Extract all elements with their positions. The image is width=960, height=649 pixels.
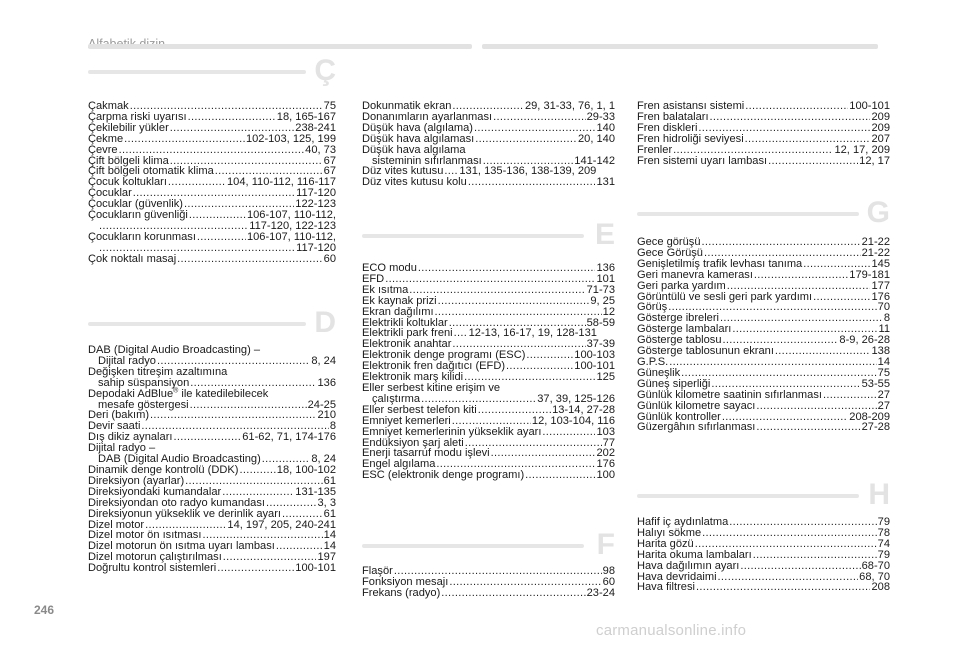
index-entry	[362, 427, 615, 438]
dot-leader	[710, 112, 871, 123]
dot-leader	[491, 448, 596, 459]
entry-term: EFD	[362, 272, 385, 285]
entry-term: Çocukların korunması	[88, 230, 196, 243]
index-entry	[362, 145, 615, 156]
entry-pages: 100-101	[295, 562, 336, 575]
dot-leader	[475, 134, 577, 145]
section-header-c	[88, 56, 336, 96]
dot-leader	[452, 416, 531, 427]
section-letter: D	[314, 306, 336, 339]
entry-pages: 238-241	[295, 121, 336, 134]
section-header-e	[362, 220, 615, 260]
dot-leader	[813, 292, 870, 303]
index-list-d	[88, 345, 336, 574]
entry-pages: 70	[877, 301, 890, 314]
index-entry	[362, 263, 615, 274]
dot-leader	[740, 561, 860, 572]
dot-leader	[239, 465, 275, 476]
entry-term: Çift bölgeli klima	[88, 154, 169, 167]
entry-term: DAB (Digital Audio Broadcasting) –	[88, 344, 261, 356]
entry-pages: 106-107, 110-112,	[246, 209, 336, 222]
dot-leader	[756, 401, 876, 412]
entry-term: Çocuk koltukları	[88, 176, 167, 189]
index-entry	[88, 145, 336, 156]
entry-pages: 75	[323, 100, 336, 112]
entry-term: Elektronik denge programı (ESC)	[362, 349, 526, 362]
entry-term: Günlük kilometre saatinin sıfırlanması	[637, 388, 822, 401]
entry-pages: 8, 24	[311, 354, 336, 367]
entry-pages: 9, 25	[590, 294, 615, 307]
entry-term: Hava filtresi	[637, 581, 695, 594]
entry-pages: 71-73	[586, 283, 615, 296]
section-header-f	[362, 530, 615, 570]
index-entry	[637, 134, 890, 145]
entry-term: Günlük kontroller	[637, 410, 721, 423]
index-entry	[637, 270, 890, 281]
entry-pages: 20, 140	[577, 132, 615, 145]
entry-pages: 14	[877, 355, 890, 368]
entry-pages: 100	[596, 469, 615, 482]
entry-term: DAB (Digital Audio Broadcasting)	[98, 453, 261, 466]
entry-pages: 29, 31-33, 76, 1, 1	[524, 100, 615, 112]
dot-leader	[681, 368, 876, 379]
dot-leader	[542, 427, 595, 438]
dot-leader	[168, 177, 226, 188]
entry-term: Dinamik denge kontrolü (DDK)	[88, 463, 239, 476]
index-list-g	[637, 237, 890, 433]
entry-term: Harita gözü	[637, 537, 694, 550]
entry-pages: 61	[323, 474, 336, 487]
index-entry	[362, 470, 615, 481]
entry-pages: 37, 39, 125-126	[537, 392, 615, 405]
index-entry	[88, 563, 336, 574]
index-entry	[637, 292, 890, 303]
entry-term: Geri manevra kamerası	[637, 268, 753, 281]
entry-term: Geri parka yardım	[637, 279, 726, 292]
dot-leader	[754, 270, 848, 281]
entry-pages: 131	[596, 176, 615, 189]
entry-pages: 179-181	[849, 268, 890, 281]
entry-pages: 29-33	[586, 110, 615, 123]
entry-term: Deri (bakım)	[88, 409, 150, 422]
entry-pages: 176	[871, 290, 890, 303]
entry-term: Güneş siperliği	[637, 377, 711, 390]
entry-term: Elektronik fren dağıtıcı (EFD)	[362, 360, 506, 373]
dot-leader	[702, 237, 861, 248]
entry-pages: 131, 135-136, 138-139, 209	[459, 165, 597, 178]
entry-term: Devir saati	[88, 420, 141, 433]
dot-leader	[823, 390, 877, 401]
entry-pages: 136	[596, 262, 615, 274]
entry-pages: 100-101	[574, 360, 615, 373]
entry-term: ECO modu	[362, 262, 417, 274]
dot-leader	[418, 263, 596, 274]
dot-leader	[745, 101, 848, 112]
index-entry	[88, 386, 336, 400]
entry-term: Çift bölgeli otomatik klima	[88, 165, 214, 178]
entry-term: Elektrikli park freni	[362, 327, 453, 340]
entry-term: Elektronik anahtar	[362, 338, 452, 351]
entry-term: Fren diskleri	[637, 121, 698, 134]
index-entry	[637, 145, 890, 156]
entry-term: Dış dikiz aynaları	[88, 431, 173, 444]
entry-term: Hava dağılımın ayarı	[637, 559, 740, 572]
entry-pages: 14	[323, 540, 336, 553]
dot-leader	[720, 313, 883, 324]
entry-term: Gösterge ibreleri	[637, 312, 720, 325]
entry-pages: 8, 24	[311, 453, 336, 466]
entry-pages: 75	[877, 366, 890, 379]
entry-term: Genişletilmiş trafik levhası tanıma	[637, 257, 803, 270]
entry-pages: 125	[596, 371, 615, 384]
entry-pages: 68, 70	[859, 570, 890, 583]
entry-pages: 104, 110-112, 116-117	[227, 176, 336, 189]
index-entry	[637, 156, 890, 167]
entry-pages: 11	[878, 323, 890, 336]
dot-leader	[276, 541, 323, 552]
entry-pages: 208	[871, 581, 890, 594]
dot-leader	[217, 563, 294, 574]
entry-pages: 13-14, 27-28	[552, 403, 615, 416]
entry-pages: 79	[877, 516, 890, 528]
entry-term: Enerji tasarruf modu işlevi	[362, 447, 490, 460]
dot-leader	[525, 470, 595, 481]
entry-pages: 138	[871, 345, 890, 358]
entry-term: Gece görüşü	[637, 236, 701, 248]
section-letter: G	[866, 196, 890, 229]
entry-pages: 140	[596, 121, 615, 134]
index-list-h	[637, 517, 890, 593]
entry-pages: 61-62, 71, 174-176	[242, 431, 336, 444]
dot-leader	[190, 400, 307, 411]
entry-pages: 197	[317, 551, 336, 564]
entry-term: Çekilebilir yükler	[88, 121, 169, 134]
entry-pages: 102-103, 125, 199	[245, 132, 336, 145]
index-entry	[637, 281, 890, 292]
index-entry	[362, 588, 615, 599]
entry-term: Güneşlik	[637, 366, 681, 379]
entry-pages: 21-22	[861, 246, 890, 259]
dot-leader	[449, 577, 601, 588]
entry-term: Flaşör	[362, 565, 393, 577]
index-list-e	[362, 263, 615, 481]
entry-term: Dizel motor ön ısıtması	[88, 529, 202, 542]
entry-pages: 103	[596, 425, 615, 438]
dot-leader	[189, 210, 246, 221]
dot-leader	[468, 177, 596, 188]
section-letter: Ç	[314, 54, 336, 87]
entry-pages: 61	[323, 507, 336, 520]
dot-leader	[266, 498, 317, 509]
entry-term: Çakmak	[88, 100, 129, 112]
page-number: 246	[34, 603, 55, 617]
watermark: carmanualsonline.info	[596, 622, 747, 639]
entry-pages: 8-9, 26-28	[839, 334, 890, 347]
entry-pages: 14	[323, 529, 336, 542]
entry-term: Düşük hava (algılama)	[362, 121, 473, 134]
entry-term: Görüş	[637, 301, 668, 314]
entry-pages: 37-39	[586, 338, 615, 351]
dot-leader	[729, 517, 876, 528]
dot-leader	[673, 145, 833, 156]
index-entry	[637, 582, 890, 593]
entry-pages: 207	[871, 132, 890, 145]
dot-leader	[753, 550, 877, 561]
index-entry	[88, 498, 336, 509]
index-entry	[362, 307, 615, 318]
dot-leader	[177, 254, 322, 265]
entry-term: Donanımların ayarlanması	[362, 110, 493, 123]
dot-leader	[438, 296, 590, 307]
entry-term: Dizel motorun çalıştırılması	[88, 551, 222, 564]
entry-pages: 58-59	[586, 316, 615, 329]
index-entry	[88, 134, 336, 145]
registered-mark: ®	[173, 386, 179, 394]
entry-pages: 145	[871, 257, 890, 270]
entry-term: Düşük hava algılama	[362, 143, 466, 156]
entry-term: Frekans (radyo)	[362, 586, 441, 599]
dot-leader	[696, 582, 871, 593]
entry-pages: 12, 17	[859, 154, 890, 167]
entry-term: Fren sistemi uyarı lambası	[637, 154, 768, 167]
index-list-d-continued	[362, 101, 615, 188]
entry-pages: 60	[323, 252, 336, 265]
entry-term: Düşük hava algılaması	[362, 132, 475, 145]
entry-term: Emniyet kemerleri	[362, 414, 451, 427]
index-list-c	[88, 101, 336, 265]
entry-pages: 27	[877, 388, 890, 401]
entry-pages: 53-55	[861, 377, 890, 390]
entry-pages: 208-209	[849, 410, 890, 423]
entry-pages: 117-120	[296, 187, 336, 200]
entry-pages: 117-120	[296, 241, 336, 254]
entry-term: G.P.S.	[637, 355, 669, 368]
dot-leader	[745, 134, 871, 145]
index-entry	[362, 416, 615, 427]
entry-term: Çekme	[88, 132, 124, 145]
entry-pages: 21-22	[861, 236, 890, 248]
entry-pages: 78	[877, 526, 890, 539]
entry-term: Halıyı sökme	[637, 526, 702, 539]
dot-leader	[441, 588, 585, 599]
entry-pages: 67	[323, 154, 336, 167]
dot-leader	[282, 509, 323, 520]
dot-leader	[150, 410, 316, 421]
entry-term: Çocuklar (güvenlik)	[88, 198, 183, 211]
entry-pages: 210	[317, 409, 336, 422]
entry-pages: 117-120, 122-123	[249, 219, 336, 232]
entry-term: Direksiyondan oto radyo kumandası	[88, 496, 265, 509]
entry-pages: 100-103	[574, 349, 615, 362]
dot-leader	[775, 346, 871, 357]
index-entry	[362, 296, 615, 307]
entry-pages: 209	[871, 110, 890, 123]
entry-pages: 122-123	[295, 198, 336, 211]
entry-pages: 12, 17, 209	[834, 143, 890, 156]
entry-term: Ek kaynak prizi	[362, 294, 437, 307]
entry-pages: 136	[317, 376, 336, 389]
dot-leader	[669, 357, 876, 368]
entry-term: Çok noktalı masaj	[88, 252, 177, 265]
index-entry	[88, 509, 336, 520]
entry-term: Direksiyondaki kumandalar	[88, 485, 222, 498]
entry-term: Günlük kilometre sayacı	[637, 399, 756, 412]
entry-term: Elektronik marş kilidi	[362, 371, 464, 384]
dot-leader	[197, 232, 246, 243]
section-header-d	[88, 308, 336, 348]
entry-pages: 23-24	[586, 586, 615, 599]
entry-pages: 40, 73	[305, 143, 336, 156]
entry-term: Dijital radyo	[98, 354, 156, 367]
entry-pages: 101	[596, 272, 615, 285]
entry-term-rest: ile katedilebilecek	[178, 387, 269, 400]
dot-leader	[173, 432, 241, 443]
entry-pages: 131-135	[295, 485, 336, 498]
entry-pages: 79	[877, 548, 890, 561]
entry-pages: 74	[877, 537, 890, 550]
entry-term: Ekran dağılımı	[362, 305, 434, 318]
entry-term: Güzergâhın sıfırlanması	[637, 421, 756, 434]
dot-leader	[493, 112, 586, 123]
entry-term: Gösterge tablosu	[637, 334, 722, 347]
entry-term: Ek ısıtma	[362, 283, 409, 296]
entry-term: sisteminin sıfırlanması	[372, 154, 482, 167]
dot-leader	[188, 112, 276, 123]
dot-leader	[385, 274, 595, 285]
entry-pages: 27-28	[861, 421, 890, 434]
index-entry	[637, 401, 890, 412]
entry-pages: 14, 197, 205, 240-241	[227, 518, 336, 531]
dot-leader	[526, 350, 573, 361]
entry-pages: 176	[596, 458, 615, 471]
index-entry	[637, 422, 890, 433]
entry-term: Çocukların güvenliği	[88, 209, 188, 222]
dot-leader	[768, 156, 858, 167]
section-header-h	[637, 480, 890, 520]
entry-term: Dokunmatik ekran	[362, 100, 452, 112]
header-rule-left	[88, 44, 472, 49]
entry-pages: 3, 3	[317, 496, 336, 509]
entry-term: Fren balataları	[637, 110, 709, 123]
dot-leader	[727, 281, 871, 292]
entry-pages: 24-25	[307, 398, 336, 411]
entry-term: Eller serbest telefon kiti	[362, 403, 477, 416]
entry-pages: 60	[602, 575, 615, 588]
entry-term: Çarpma riski uyarısı	[88, 110, 187, 123]
entry-pages: 77	[602, 436, 615, 449]
entry-term: Değişken titreşim azaltımına	[88, 365, 228, 378]
entry-pages: 100-101	[849, 100, 890, 112]
index-entry	[637, 550, 890, 561]
index-entry	[637, 390, 890, 401]
entry-term: Engel algılama	[362, 458, 436, 471]
entry-term: sahip süspansiyon	[98, 376, 190, 389]
entry-pages: 18, 100-102	[276, 463, 336, 476]
entry-pages: 141-142	[574, 154, 615, 167]
section-header-g	[637, 198, 890, 238]
entry-term: Çocuklar	[88, 187, 132, 200]
entry-term: Doğrultu kontrol sistemleri	[88, 562, 217, 575]
index-entry	[362, 177, 615, 188]
entry-term: Endüksiyon şarj aleti	[362, 436, 464, 449]
entry-pages: 67	[323, 165, 336, 178]
entry-pages: 8	[883, 312, 890, 325]
index-entry	[637, 561, 890, 572]
entry-term: Dizel motorun ön ısıtma uyarı lambası	[88, 540, 275, 553]
entry-pages: 8	[329, 420, 336, 433]
entry-pages: 202	[596, 447, 615, 460]
dot-leader	[506, 361, 573, 372]
entry-term: Frenler	[637, 143, 673, 156]
entry-term: Direksiyon (ayarlar)	[88, 474, 185, 487]
entry-pages: 98	[602, 565, 615, 577]
entry-pages: 12, 103-104, 116	[531, 414, 615, 427]
entry-term: Depodaki AdBlue	[88, 387, 174, 400]
entry-pages: 177	[871, 279, 890, 292]
index-entry	[637, 346, 890, 357]
dot-leader	[702, 528, 877, 539]
dot-leader	[756, 422, 860, 433]
index-entry	[88, 254, 336, 265]
section-letter: E	[594, 218, 615, 251]
entry-term: ESC (elektronik denge programı)	[362, 469, 525, 482]
entry-term: Düz vites kutusu kolu	[362, 176, 467, 189]
dot-leader	[119, 145, 305, 156]
entry-term: çalıştırma	[372, 392, 421, 405]
entry-pages: 12-13, 16-17, 19, 128-131	[468, 327, 597, 340]
entry-term: Fonksiyon mesajı	[362, 575, 449, 588]
entry-pages: 12	[602, 305, 615, 318]
entry-pages: 27	[877, 399, 890, 412]
entry-pages: 18, 165-167	[276, 110, 336, 123]
entry-term: Düz vites kutusu	[362, 165, 444, 178]
entry-term: Çevre	[88, 143, 118, 156]
index-list-f	[362, 566, 615, 599]
index-list-f-continued	[637, 101, 890, 166]
entry-term: Direksiyonun yükseklik ve derinlik ayarı	[88, 507, 281, 520]
entry-term: Gösterge tablosunun ekranı	[637, 345, 774, 358]
entry-pages: 68-70	[861, 559, 890, 572]
section-letter: H	[868, 478, 890, 511]
entry-term: Gece Görüşü	[637, 246, 703, 259]
entry-term: mesafe göstergesi	[98, 398, 189, 411]
section-letter: F	[596, 528, 615, 561]
dot-leader	[454, 328, 468, 339]
dot-leader	[718, 572, 859, 583]
entry-term: Hava devridaimi	[637, 570, 717, 583]
entry-term: Hafif iç aydınlatma	[637, 516, 729, 528]
entry-term: Eller serbest kitine erişim ve	[362, 381, 501, 394]
dot-leader	[124, 134, 245, 145]
entry-term: Görüntülü ve sesli geri park yardımı	[637, 290, 813, 303]
entry-pages: 209	[871, 121, 890, 134]
entry-term: Dizel motor	[88, 518, 145, 531]
entry-term: Fren hidroliği seviyesi	[637, 132, 744, 145]
entry-term: Harita okuma lambaları	[637, 548, 752, 561]
header-rule-right	[482, 44, 878, 49]
entry-term: Emniyet kemerlerinin yükseklik ayarı	[362, 425, 542, 438]
entry-term: Gösterge lambaları	[637, 323, 732, 336]
entry-term: Fren asistansı sistemi	[637, 100, 745, 112]
entry-term: Elektrikli koltuklar	[362, 316, 448, 329]
dot-leader	[435, 307, 602, 318]
entry-term: Dijital radyo –	[88, 442, 156, 455]
entry-pages: 106-107, 110-112,	[246, 230, 336, 243]
